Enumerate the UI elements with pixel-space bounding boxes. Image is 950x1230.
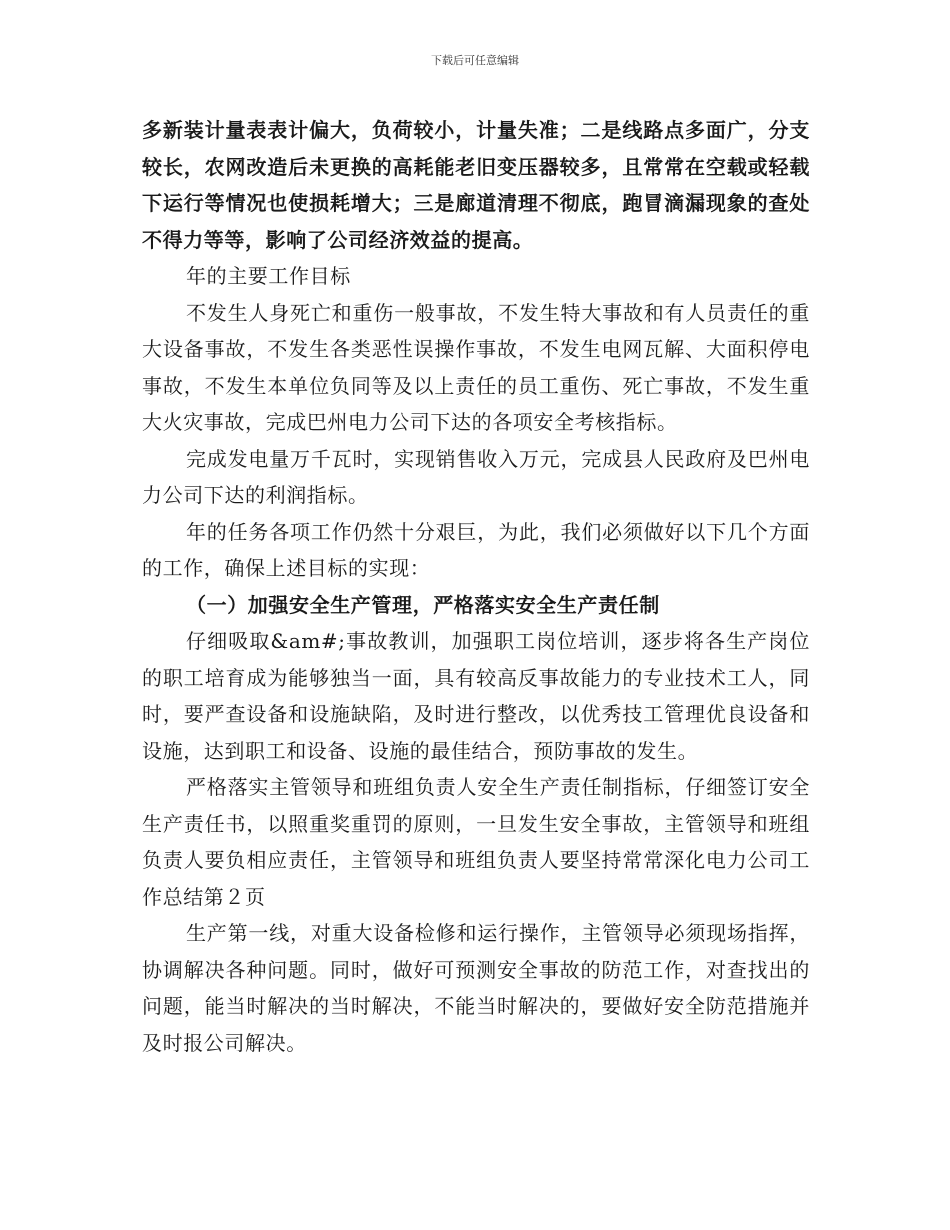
paragraph-frontline: 生产第一线，对重大设备检修和运行操作，主管领导必须现场指挥，协调解决各种问题。同时，做好可预测安全事故的防范工作，对查找出的问题，能当时解决的当时解决，不能当时解决的，要做好安全防范措施并及时报公司解决。 (142, 921, 810, 1055)
document-body (142, 112, 810, 1061)
section-heading-safety: （一）加强安全生产管理，严格落实安全生产责任制 (186, 592, 660, 617)
paragraph-production-goals: 完成发电量万千瓦时，实现销售收入万元，完成县人民政府及巴州电力公司下达的利润指标。 (142, 446, 810, 507)
paragraph-tasks: 年的任务各项工作仍然十分艰巨，为此，我们必须做好以下几个方面的工作，确保上述目标的实现： (142, 519, 810, 580)
section-title-goals: 年的主要工作目标 (186, 264, 351, 288)
paragraph-responsibility: 严格落实主管领导和班组负责人安全生产责任制指标，仔细签订安全生产责任书，以照重奖重罚的原则，一旦发生安全事故，主管领导和班组负责人要负相应责任，主管领导和班组负责人要坚持常常深化电力公司工作总结第２页 (142, 775, 810, 909)
paragraph-training: 仔细吸取&am#;事故教训，加强职工岗位培训，逐步将各生产岗位的职工培育成为能够独当一面，具有较高反事故能力的专业技术工人，同时，要严查设备和设施缺陷，及时进行整改，以优秀技工管理优良设备和设施，达到职工和设备、设施的最佳结合，预防事故的发生。 (142, 629, 810, 763)
paragraph-continued: 多新装计量表表计偏大，负荷较小，计量失准；二是线路点多面广，分支较长，农网改造后未更换的高耗能老旧变压器较多，且常常在空载或轻载下运行等情况也使损耗增大；三是廊道清理不彻底，跑冒滴漏现象的查处不得力等等，影响了公司经济效益的提高。 (142, 118, 810, 252)
paragraph-safety-goals: 不发生人身死亡和重伤一般事故，不发生特大事故和有人员责任的重大设备事故，不发生各类恶性误操作事故，不发生电网瓦解、大面积停电事故，不发生本单位负同等及以上责任的员工重伤、死亡事故，不发生重大火灾事故，完成巴州电力公司下达的各项安全考核指标。 (142, 300, 810, 434)
page-header: 下载后可任意编辑 (431, 54, 519, 67)
